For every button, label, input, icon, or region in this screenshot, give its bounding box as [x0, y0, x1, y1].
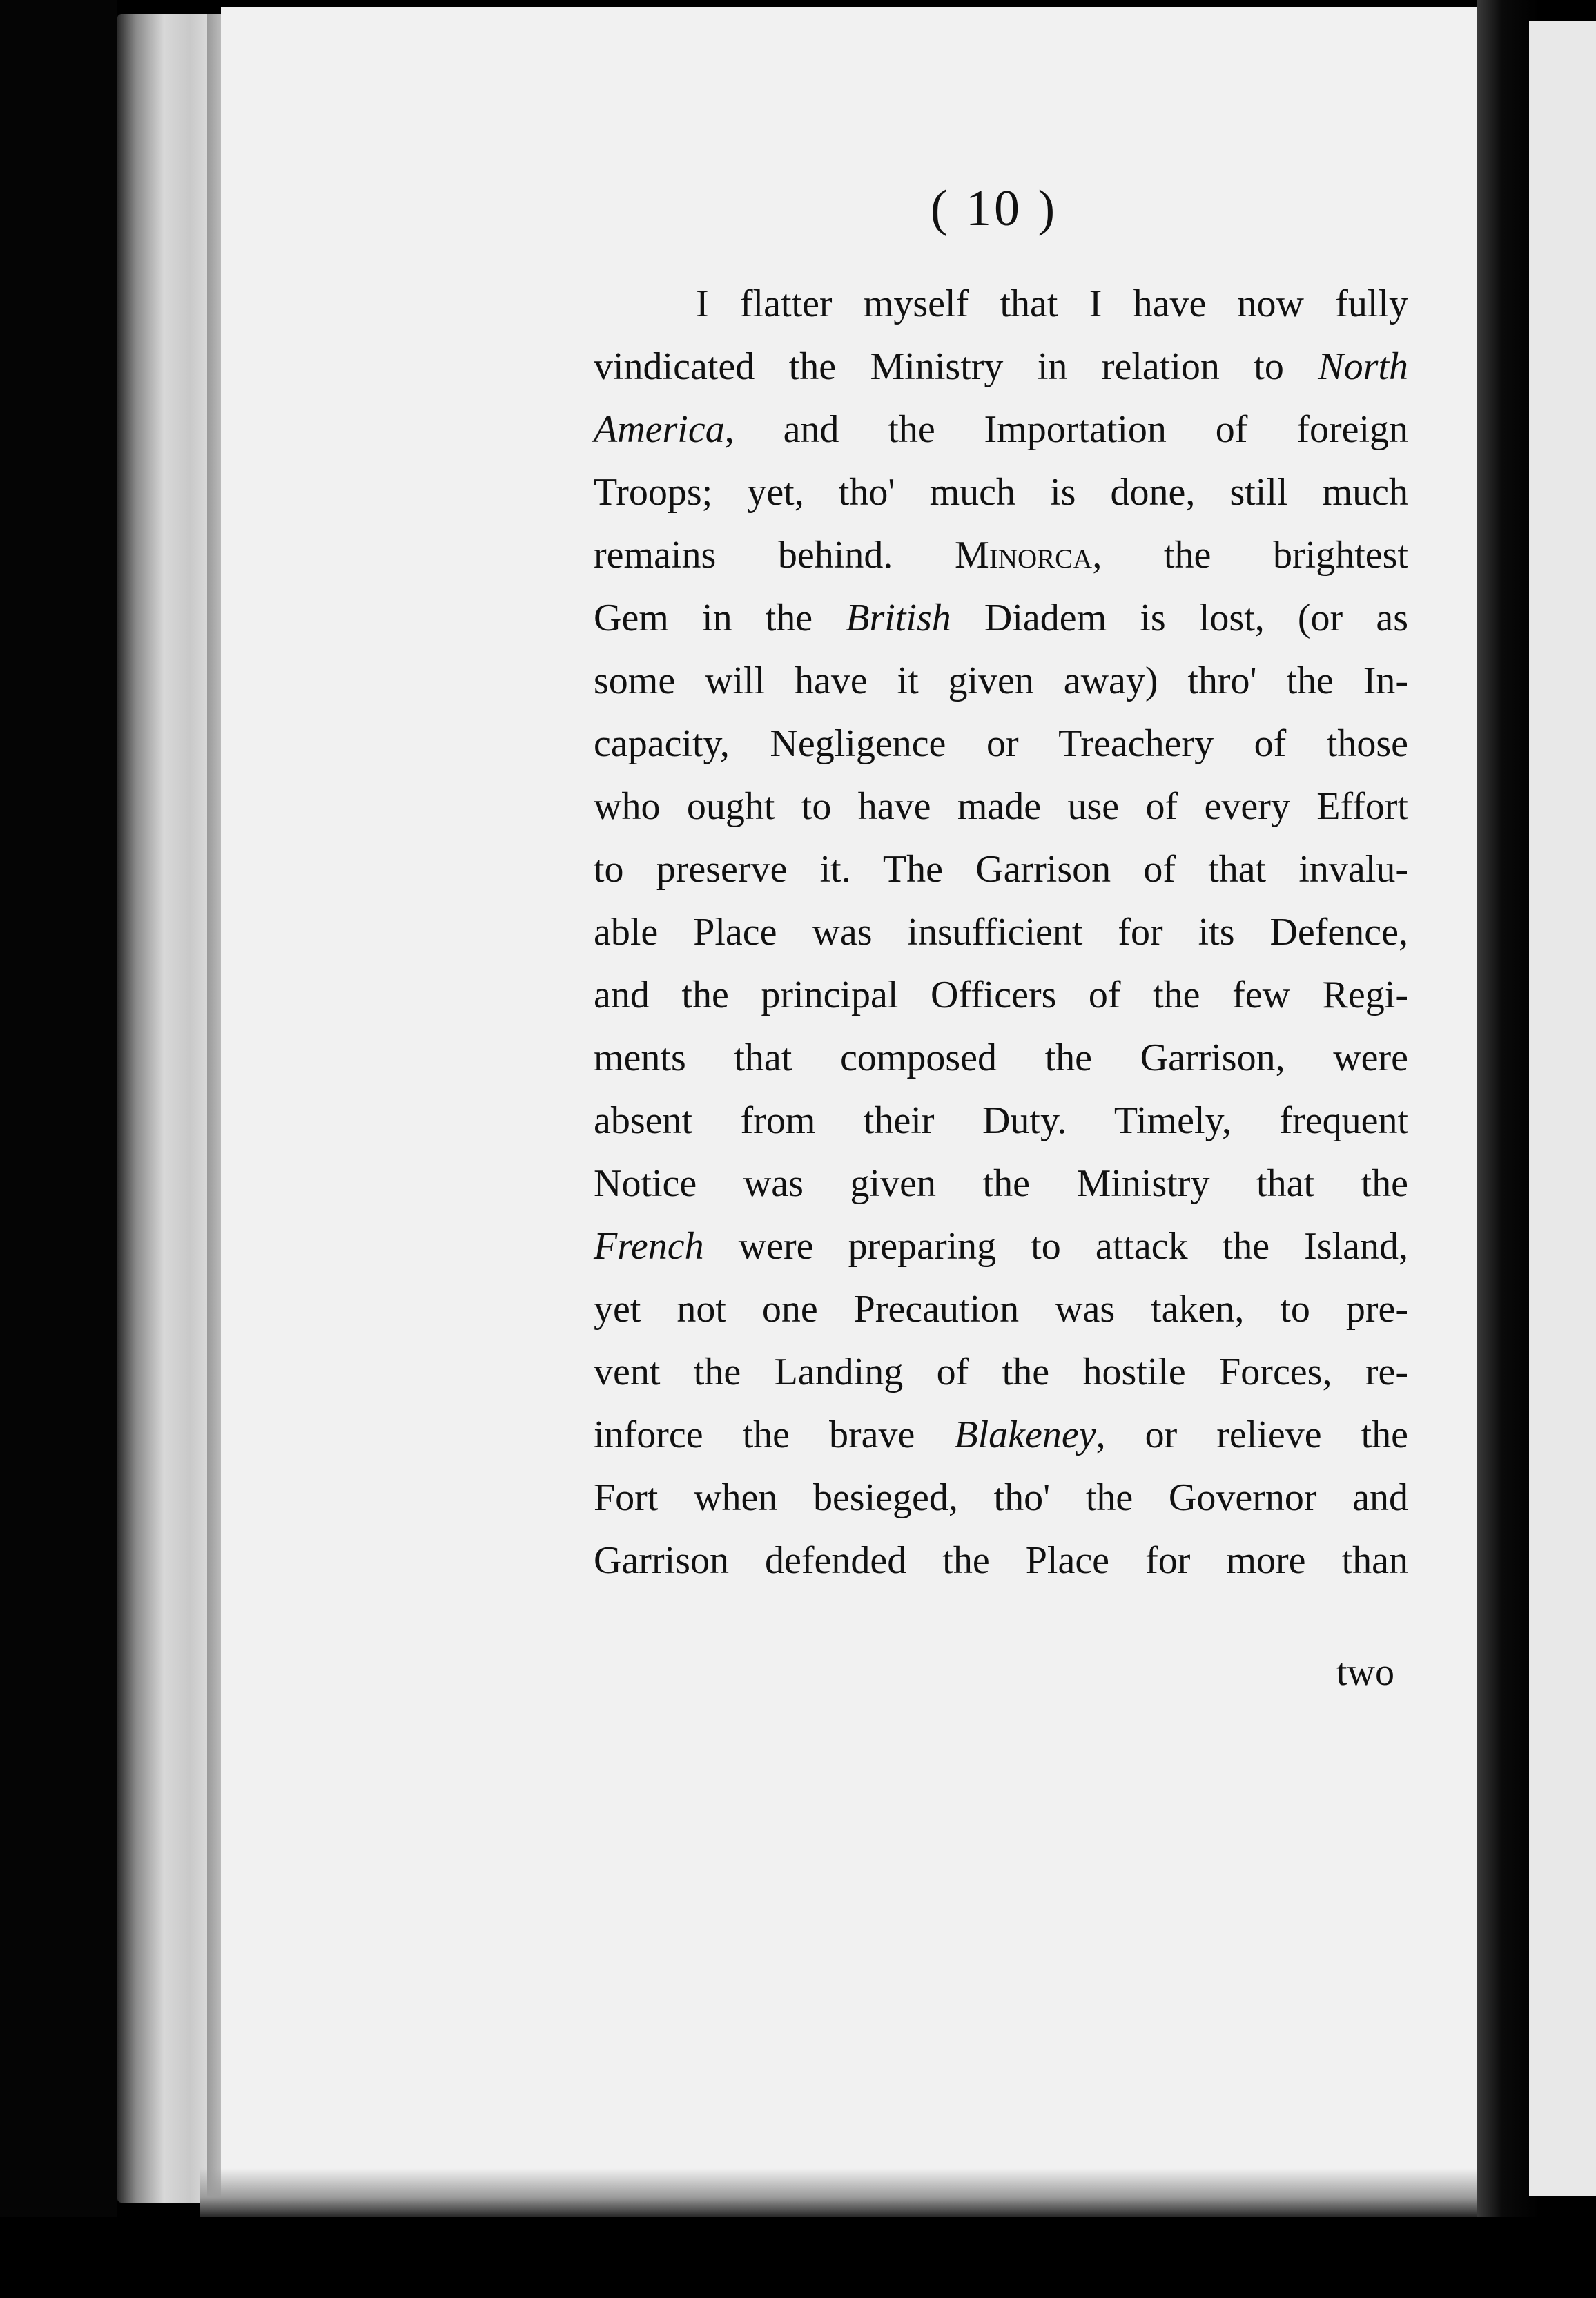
- text-run: yet not one Precaution was taken, to pre-: [594, 1288, 1408, 1331]
- scan-left-margin: [0, 0, 117, 2298]
- text-line: [594, 1090, 1408, 1152]
- page-number-header: ( 10 ): [930, 180, 1058, 237]
- text-line: [594, 587, 1408, 650]
- text-run: who ought to have made use of every Effort: [594, 785, 1408, 828]
- text-run: ments that composed the Garrison, were: [594, 1036, 1408, 1079]
- text-run: inforce the brave: [594, 1413, 955, 1456]
- text-line: [594, 1341, 1408, 1404]
- small-caps-run: Minorca: [955, 534, 1093, 577]
- scan-bottom-margin: [0, 2217, 1596, 2298]
- text-run: some will have it given away) thro' the In-: [594, 659, 1408, 702]
- text-run: , or relieve the: [1096, 1413, 1408, 1456]
- text-run: to preserve it. The Garrison of that invalu-: [594, 848, 1408, 891]
- text-run: were preparing to attack the Island,: [703, 1225, 1408, 1268]
- text-run: I flatter myself that I have now fully: [696, 282, 1408, 325]
- text-line: [594, 398, 1408, 461]
- text-run: vent the Landing of the hostile Forces, re-: [594, 1351, 1408, 1393]
- text-run: absent from their Duty. Timely, frequent: [594, 1099, 1408, 1142]
- text-line: [594, 838, 1408, 901]
- text-line: [594, 273, 1408, 336]
- italic-run: Blakeney: [954, 1413, 1096, 1456]
- text-run: Diadem is lost, (or as: [951, 597, 1409, 639]
- text-line: [594, 901, 1408, 964]
- text-run: Garrison defended the Place for more than: [594, 1539, 1408, 1582]
- text-run: Notice was given the Ministry that the: [594, 1162, 1408, 1205]
- text-line: [594, 650, 1408, 713]
- text-line: [594, 524, 1408, 587]
- text-line: [594, 1278, 1408, 1341]
- body-text: [594, 273, 1408, 1592]
- text-line: [594, 461, 1408, 524]
- text-line: [594, 1404, 1408, 1467]
- text-run: and the principal Officers of the few Regi-: [594, 974, 1408, 1016]
- text-line: [594, 1152, 1408, 1215]
- text-line: [594, 1215, 1408, 1278]
- italic-run: French: [594, 1225, 704, 1268]
- page-bottom-edge: [200, 2168, 1484, 2217]
- text-line: [594, 336, 1408, 398]
- text-run: vindicated the Ministry in relation to: [594, 345, 1318, 388]
- text-run: Gem in the: [594, 597, 846, 639]
- text-run: Troops; yet, tho' much is done, still much: [594, 471, 1408, 514]
- text-line: [594, 1467, 1408, 1529]
- text-run: , and the Importation of foreign: [724, 408, 1408, 451]
- text-line: [594, 964, 1408, 1027]
- text-run: capacity, Negligence or Treachery of those: [594, 722, 1408, 765]
- italic-run: America: [594, 408, 725, 451]
- catchword: two: [1336, 1651, 1394, 1694]
- text-line: [594, 1027, 1408, 1090]
- italic-run: North: [1318, 345, 1408, 388]
- text-line: [594, 713, 1408, 775]
- text-run: Fort when besieged, tho' the Governor and: [594, 1476, 1408, 1519]
- book-gutter: [117, 14, 221, 2203]
- text-line: [594, 1529, 1408, 1592]
- text-line: [594, 775, 1408, 838]
- italic-run: British: [846, 597, 951, 639]
- text-run: able Place was insufficient for its Defence,: [594, 911, 1408, 954]
- facing-page-edge: [1529, 21, 1596, 2196]
- text-run: remains behind.: [594, 534, 955, 577]
- text-run: , the brightest: [1092, 534, 1409, 577]
